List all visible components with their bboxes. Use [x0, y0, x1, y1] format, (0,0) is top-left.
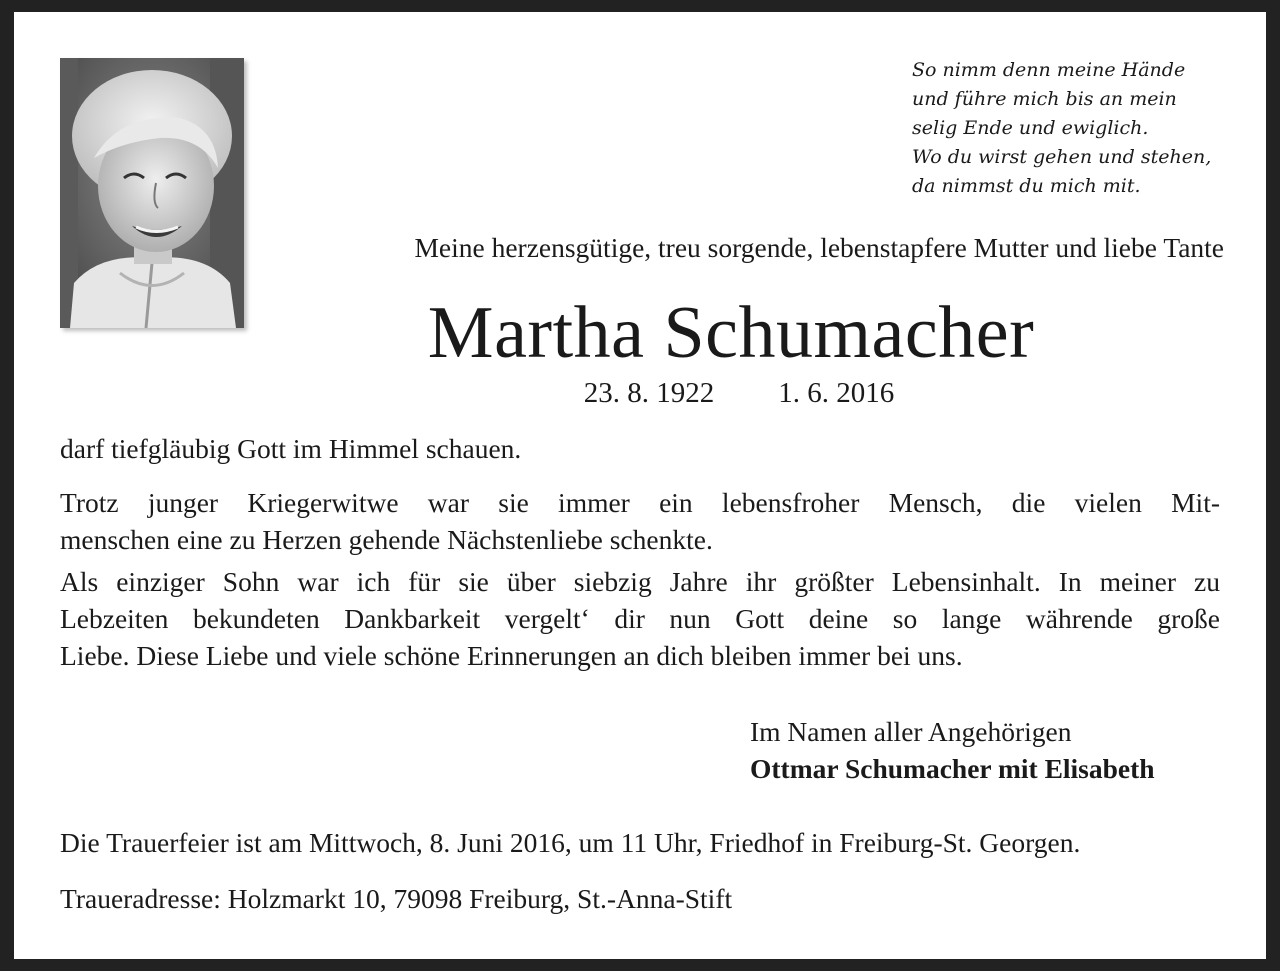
life-dates: [414, 374, 1064, 412]
paragraph-line: menschen eine zu Herzen gehende Nächstenliebe schenkte.: [60, 524, 713, 555]
paragraph-line: Lebzeiten bekundeten Dankbarkeit vergelt‘ dir nun Gott deine so lange währende große: [60, 603, 1220, 634]
paragraph-line: Trotz junger Kriegerwitwe war sie immer ein lebensfroher Mensch, die vielen Mit-: [60, 487, 1220, 518]
body-paragraph-1: [60, 430, 1220, 467]
intro-line: Meine herzensgütige, treu sorgende, lebenstapfere Mutter und liebe Tante: [414, 232, 1224, 263]
body-paragraph-2: [60, 484, 1220, 558]
birth-date: 23. 8. 1922: [583, 377, 715, 409]
body-paragraph-3: [60, 563, 1220, 674]
obituary-notice: [14, 12, 1266, 959]
poem-line: So nimm denn meine Hände: [912, 59, 1186, 81]
signoff-names: Ottmar Schumacher mit Elisabeth: [750, 753, 1155, 784]
deceased-name: Martha Schumacher: [427, 292, 1035, 374]
poem-line: Wo du wirst gehen und stehen,: [912, 146, 1212, 168]
poem-line: und führe mich bis an mein: [912, 88, 1177, 110]
paragraph-line: Als einziger Sohn war ich für sie über siebzig Jahre ihr größter Lebensinhalt. In meiner zu: [60, 566, 1220, 597]
signoff-line: Im Namen aller Angehörigen: [750, 716, 1072, 747]
funeral-info: Die Trauerfeier ist am Mittwoch, 8. Juni 2016, um 11 Uhr, Friedhof in Freiburg-St. Georgen.: [60, 827, 1081, 858]
mourning-address: Traueradresse: Holzmarkt 10, 79098 Freiburg, St.-Anna-Stift: [60, 883, 733, 914]
signoff: [750, 713, 1230, 787]
paragraph-line: Liebe. Diese Liebe und viele schöne Erinnerungen an dich bleiben immer bei uns.: [60, 640, 963, 671]
death-date: 1. 6. 2016: [778, 377, 895, 409]
portrait-photo: [60, 58, 244, 328]
poem-line: selig Ende und ewiglich.: [912, 117, 1149, 139]
poem-line: da nimmst du mich mit.: [912, 175, 1141, 197]
poem-verse: [912, 56, 1252, 201]
paragraph-line: darf tiefgläubig Gott im Himmel schauen.: [60, 433, 522, 464]
